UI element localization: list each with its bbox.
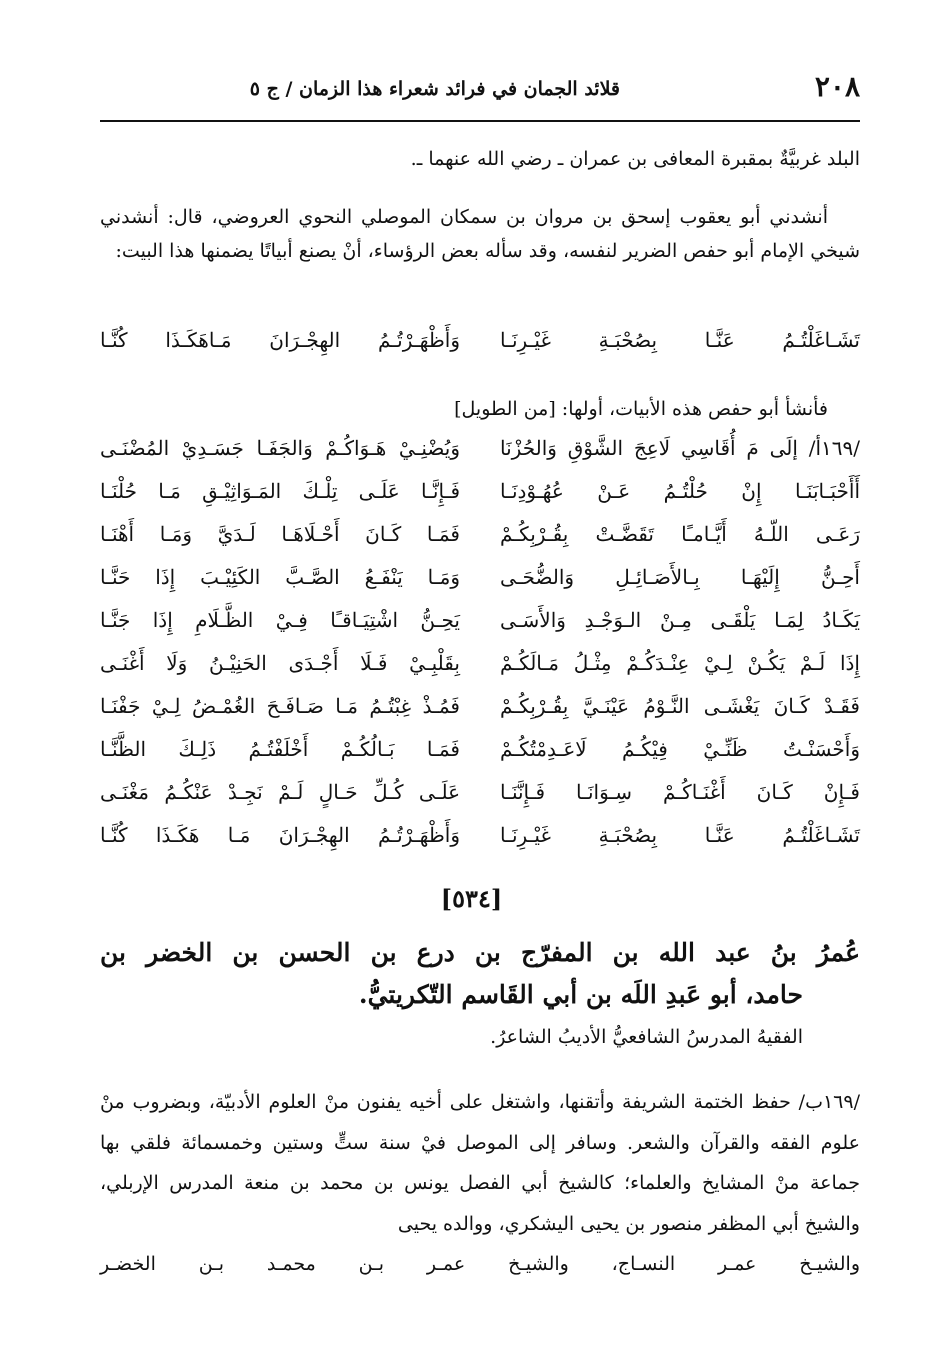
poem-intro: فأنشأ أبو حفص هذه الأبيات، أولها: [من الطويل] [454, 398, 828, 420]
page-number: ٢٠٨ [814, 70, 860, 103]
verse-first-hemistich: وَأَحْسَنْـتُ ظَنِّـيْ فِيْكُـمُ لَاعَـدِمْتُكُـمْ [500, 737, 860, 761]
verse-second-hemistich: فَـإِنَّـا عَلَـى تِلْـكَ المَـوَاثِيْـقِ مَـا حُلْنَـا [100, 479, 460, 503]
verse-second-hemistich: يَحِـنُّ اشْتِيَـاقـًا فِـيْ الظَّـلَامِ إِذَا جَنَّـا [100, 608, 460, 632]
poem-verse [100, 608, 860, 644]
verse-second-hemistich: فَمَـا بَـالُكُـمْ أَخْلَفْتُـمُ ذَلِـكَ الظَّنَّـا [100, 737, 460, 761]
verse-second-hemistich: فَمُـذْ غِبْتُـمُ مَـا صَـافَـحَ الغُمْـضُ لِـيْ جَفْنَـا [100, 694, 460, 718]
poem-verse [100, 565, 860, 601]
verse-first-hemistich: فَقَـدْ كَـانَ يَغْشَـى النَّـوْمُ عَيْنَـيَّ بِقُـرْبِكُـمْ [500, 694, 860, 718]
verse-first-hemistich: تَشَـاغَلْتُـمُ عَنَّـا بِصُحْبَـةِ غَيْـرِنَـا [500, 328, 860, 352]
biography-text: /١٦٩ب/ حفظ الختمة الشريفة وأتقنها، واشتغل على أخيه يفنون منْ العلوم الأدبيّة، وبضروب منْ علوم الفقه والقرآن والشعر. وسافر إلى الموصل فيْ سنة ستٍّ وستين وخمسمائة فلقي بها جماعة منْ المشايخ والعلماء؛ كالشيخ أبي الفصل يونس بن محمد بن منعة المدرس الإربلي، والشيخ أبي المظفر منصور بن يحيى اليشكري، ووالده يحيى [100, 1091, 860, 1235]
header-rule [100, 120, 860, 122]
verse-second-hemistich: وَأَظْهَـرْتُـمُ الهِجْـرَانَ مَـاهَكَـذَا كُنَّـا [100, 328, 460, 352]
biography-body [100, 1082, 860, 1285]
biography-text-last-line: والشيـخ عمـر النسـاج، والشيـخ عمـر بـن محمـد بـن الخضـر [100, 1253, 860, 1275]
verse-second-hemistich: فَمَـا كَـانَ أَحْـلَاهَـا لَـدَيَّ وَمَـا أَهْنَـا [100, 522, 460, 546]
intro-paragraph-2: أنشدني أبو يعقوب إسحق بن مروان بن سمكان الموصلي النحوي العروضي، قال: أنشدني شيخي الإمام أبو حفص الضرير لنفسه، وقد سأله بعض الرؤساء، أنْ يصنع أبياتًا يضمنها هذا البيت: [100, 206, 860, 262]
poem-verse [100, 651, 860, 687]
verse-first-hemistich: أَأَحْبَـابَنَـا إِنْ حُلْتُـمُ عَـنْ عُهُـوْدِنَـا [500, 479, 860, 503]
page-header [100, 70, 860, 110]
poem-verse [100, 694, 860, 730]
biography-title-line-1: عُمرُ بنُ عبد الله بن المفرّج بن درع بن الحسن بن الخضر بن [100, 938, 860, 967]
poem-verse [100, 522, 860, 558]
verse-second-hemistich: وَيُضْنِـيْ هَـوَاكُـمْ وَالجَفَـا جَسَـدِيْ المُضْنَـى [100, 436, 460, 460]
poem-verse [100, 823, 860, 859]
entry-number: [٥٣٤] [440, 884, 503, 913]
verse-second-hemistich: بِقَلْبِـيْ فَـلَا أَجْـدَى الحَنِيْـنُ وَلَا أَغْنَـى [100, 651, 460, 675]
verse-first-hemistich: تَشَـاغَلْتُـمُ عَنَّـا بِصُحْبَـةِ غَيْـرِنَـا [500, 823, 860, 847]
verse-first-hemistich: رَعَـى اللّـهُ أَيَّـامـًا تَقَضَّـتْ بِقُـرْبِكُـمْ [500, 522, 860, 546]
poem-verse [100, 479, 860, 515]
verse-first-hemistich: إِذَا لَـمْ يَكُـنْ لِـيْ عِنْـدَكُـمْ مِثْـلُ مَـالَكُـمْ [500, 651, 860, 675]
verse-first-hemistich: فَـإِنْ كَـانَ أَغْنَـاكُـمْ سِـوَانَـا فَـإِنَّنَـا [500, 780, 860, 804]
verse-second-hemistich: وَمَـا يَنْفَـعُ الصَّـبَّ الكَئِيْـبَ إِذَا حَنَّـا [100, 565, 460, 589]
running-title: قلائد الجمان في فرائد شعراء هذا الزمان / ج ٥ [249, 78, 620, 100]
verse-first-hemistich: /١٦٩أ/ إلَى مَ أُقَاسِي لَاعِجَ الشَّوْقِ وَالحُزْنَا [500, 436, 860, 460]
verse-first-hemistich: أَحِـنُّ إِلَيْهَـا بِـالأَصَـائِـلِ وَالضُّحَـى [500, 565, 860, 589]
verse-first-hemistich: يَكَـادُ لِمَـا يَلْقَـى مِـنْ الـوَجْـدِ وَالأَسَـى [500, 608, 860, 632]
poem-verse [100, 737, 860, 773]
biography-title-line-2: حامد، أبو عَبدِ اللَه بن أبي القَاسم التّكريتيُّ. [358, 980, 803, 1009]
intro-paragraph-1: البلد غربيَّةٌ بمقبرة المعافى بن عمران ـ رضي الله عنهما ـ. [410, 148, 860, 170]
cited-verse [100, 328, 860, 364]
poem-verse [100, 436, 860, 472]
poem-verse [100, 780, 860, 816]
verse-second-hemistich: وَأَظْهَـرْتُـمُ الهِجْـرَانَ مَـا هَكَـذَا كُنَّـا [100, 823, 460, 847]
biography-subtitle: الفقيهُ المدرسُ الشافعيُّ الأديبُ الشاعرُ. [490, 1026, 803, 1048]
verse-second-hemistich: عَلَـى كُـلِّ حَـالٍ لَـمْ نَجِـدْ عَنْكُـمُ مَغْنَـى [100, 780, 460, 804]
